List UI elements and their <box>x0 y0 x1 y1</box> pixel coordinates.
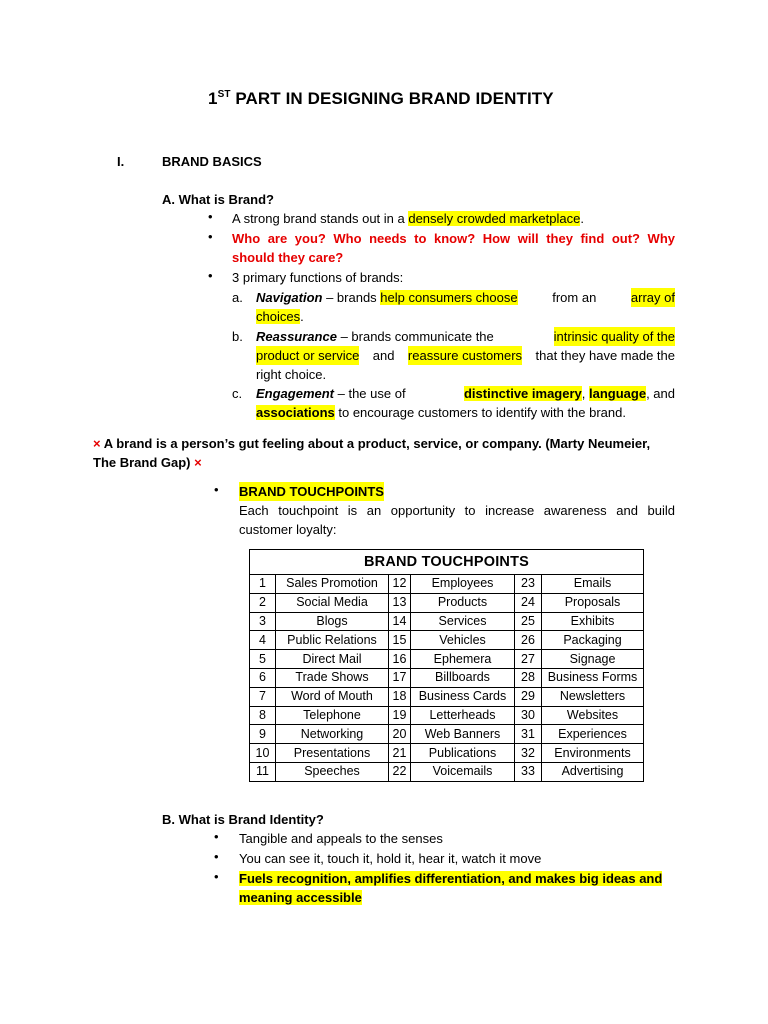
text: . <box>580 211 584 226</box>
text-line: Who are you? Who needs to know? How will they find out? Why <box>232 231 675 246</box>
text: . <box>300 309 304 324</box>
table-cell-touchpoint-name: Sales Promotion <box>276 575 389 594</box>
table-cell-row-number: 2 <box>250 593 276 612</box>
table-cell-row-number: 11 <box>250 762 276 781</box>
table-cell-touchpoint-name: Ephemera <box>411 650 515 669</box>
table-body <box>250 575 644 782</box>
page-title <box>208 89 554 109</box>
table-cell-touchpoint-name: Voicemails <box>411 762 515 781</box>
table-cell-touchpoint-name: Employees <box>411 575 515 594</box>
table-cell-touchpoint-name: Billboards <box>411 668 515 687</box>
table-cell-touchpoint-name: Presentations <box>276 744 389 763</box>
title-text: PART IN DESIGNING BRAND IDENTITY <box>230 89 554 108</box>
table-cell-touchpoint-name: Advertising <box>542 762 644 781</box>
table-cell-row-number: 8 <box>250 706 276 725</box>
highlight: Fuels recognition, amplifies differentiation, and makes big ideas and <box>239 871 663 886</box>
part-a-bullet-1 <box>232 209 584 228</box>
table-cell-row-number: 18 <box>389 687 411 706</box>
table-cell-row-number: 7 <box>250 687 276 706</box>
table-cell-touchpoint-name: Word of Mouth <box>276 687 389 706</box>
text-line: right choice. <box>256 367 327 382</box>
bullet-glyph: • <box>208 268 213 283</box>
table-cell-touchpoint-name: Letterheads <box>411 706 515 725</box>
table-cell-row-number: 1 <box>250 575 276 594</box>
table-cell-touchpoint-name: Speeches <box>276 762 389 781</box>
bullet-glyph: • <box>214 869 219 884</box>
list-letter-a: a. <box>232 290 243 305</box>
highlight: meaning accessible <box>239 890 362 905</box>
table-row <box>250 668 644 687</box>
table-cell-touchpoint-name: Networking <box>276 725 389 744</box>
table-row <box>250 762 644 781</box>
part-a-heading: A. What is Brand? <box>162 192 274 207</box>
table-cell-row-number: 10 <box>250 744 276 763</box>
text: , <box>581 386 589 401</box>
bullet-glyph: • <box>214 849 219 864</box>
table-cell-touchpoint-name: Direct Mail <box>276 650 389 669</box>
table-row <box>250 744 644 763</box>
touchpoints-heading: BRAND TOUCHPOINTS <box>239 484 384 499</box>
bullet-glyph: • <box>214 482 219 497</box>
text: to encourage customers to identify with the brand. <box>334 405 626 420</box>
table-cell-touchpoint-name: Publications <box>411 744 515 763</box>
highlight: densely crowded marketplace <box>408 211 581 226</box>
table-cell-row-number: 20 <box>389 725 411 744</box>
text-line: customer loyalty: <box>239 522 337 537</box>
table-cell-touchpoint-name: Websites <box>542 706 644 725</box>
text: A strong brand stands out in a <box>232 211 409 226</box>
table-cell-row-number: 27 <box>515 650 542 669</box>
table-cell-row-number: 12 <box>389 575 411 594</box>
text: – brands <box>322 290 381 305</box>
title-superscript: ST <box>217 89 231 100</box>
part-b-bullet-1: Tangible and appeals to the senses <box>239 831 443 846</box>
table-cell-row-number: 19 <box>389 706 411 725</box>
table-cell-touchpoint-name: Products <box>411 593 515 612</box>
text-line: Each touchpoint is an opportunity to increase awareness and build <box>239 503 675 518</box>
part-a-bullet-2 <box>232 229 675 267</box>
table-cell-row-number: 14 <box>389 612 411 631</box>
bullet-glyph: • <box>208 229 213 244</box>
title-number: 1 <box>208 89 218 108</box>
list-letter-b: b. <box>232 329 243 344</box>
table-cell-touchpoint-name: Proposals <box>542 593 644 612</box>
text-line: should they care? <box>232 250 344 265</box>
part-a-bullet-3: 3 primary functions of brands: <box>232 270 404 285</box>
highlight: distinctive imagery <box>463 386 582 401</box>
bullet-glyph: • <box>214 829 219 844</box>
table-cell-touchpoint-name: Experiences <box>542 725 644 744</box>
table-cell-touchpoint-name: Trade Shows <box>276 668 389 687</box>
table-cell-row-number: 9 <box>250 725 276 744</box>
table-cell-touchpoint-name: Newsletters <box>542 687 644 706</box>
table-cell-touchpoint-name: Public Relations <box>276 631 389 650</box>
highlight: product or service <box>256 348 360 363</box>
table-cell-row-number: 3 <box>250 612 276 631</box>
table-cell-row-number: 6 <box>250 668 276 687</box>
table-cell-row-number: 29 <box>515 687 542 706</box>
table-cell-row-number: 24 <box>515 593 542 612</box>
table-cell-row-number: 5 <box>250 650 276 669</box>
table-row <box>250 593 644 612</box>
table-row <box>250 575 644 594</box>
function-navigation <box>256 288 675 326</box>
table-cell-touchpoint-name: Social Media <box>276 593 389 612</box>
table-row <box>250 612 644 631</box>
text: and <box>369 348 399 363</box>
text: that they have made the <box>531 348 675 363</box>
table-cell-touchpoint-name: Signage <box>542 650 644 669</box>
part-b-heading: B. What is Brand Identity? <box>162 812 324 827</box>
touchpoints-description <box>239 501 675 539</box>
term: Reassurance <box>256 329 337 344</box>
term: Navigation <box>256 290 323 305</box>
table-cell-row-number: 21 <box>389 744 411 763</box>
table-title: BRAND TOUCHPOINTS <box>250 550 644 575</box>
table-cell-row-number: 30 <box>515 706 542 725</box>
highlight: intrinsic quality of the <box>553 329 675 344</box>
table-cell-touchpoint-name: Web Banners <box>411 725 515 744</box>
table-cell-row-number: 25 <box>515 612 542 631</box>
part-b-bullet-2: You can see it, touch it, hold it, hear it, watch it move <box>239 851 542 866</box>
quote-text: The Brand Gap) <box>93 455 195 470</box>
brand-quote <box>93 434 675 472</box>
table-cell-touchpoint-name: Business Cards <box>411 687 515 706</box>
x-mark-icon: × <box>194 455 202 470</box>
table-cell-touchpoint-name: Packaging <box>542 631 644 650</box>
highlight: choices <box>256 309 301 324</box>
table-cell-row-number: 23 <box>515 575 542 594</box>
highlight: language <box>589 386 647 401</box>
table-cell-row-number: 32 <box>515 744 542 763</box>
term: Engagement <box>256 386 335 401</box>
table-cell-row-number: 17 <box>389 668 411 687</box>
table-cell-row-number: 28 <box>515 668 542 687</box>
text: – the use of <box>334 386 410 401</box>
section-numeral: I. <box>117 154 125 169</box>
highlight: array of <box>630 290 675 305</box>
table-cell-touchpoint-name: Vehicles <box>411 631 515 650</box>
highlight: reassure customers <box>407 348 523 363</box>
table-cell-touchpoint-name: Business Forms <box>542 668 644 687</box>
table-cell-touchpoint-name: Telephone <box>276 706 389 725</box>
table-row <box>250 725 644 744</box>
table-row <box>250 687 644 706</box>
table-row <box>250 706 644 725</box>
table-cell-touchpoint-name: Exhibits <box>542 612 644 631</box>
bullet-glyph: • <box>208 209 213 224</box>
table-cell-touchpoint-name: Services <box>411 612 515 631</box>
touchpoints-table <box>249 549 644 782</box>
function-engagement <box>256 384 675 422</box>
table-cell-row-number: 13 <box>389 593 411 612</box>
table-cell-touchpoint-name: Environments <box>542 744 644 763</box>
table-cell-row-number: 16 <box>389 650 411 669</box>
table-cell-touchpoint-name: Blogs <box>276 612 389 631</box>
quote-text: A brand is a person’s gut feeling about a product, service, or company. (Marty Neumeier, <box>100 436 651 451</box>
text: , and <box>646 386 675 401</box>
table-cell-row-number: 31 <box>515 725 542 744</box>
table-cell-row-number: 15 <box>389 631 411 650</box>
table-cell-row-number: 22 <box>389 762 411 781</box>
function-reassurance <box>256 327 675 384</box>
table-cell-row-number: 33 <box>515 762 542 781</box>
highlight: associations <box>256 405 335 420</box>
section-heading: BRAND BASICS <box>162 154 262 169</box>
list-letter-c: c. <box>232 386 243 401</box>
table-cell-row-number: 26 <box>515 631 542 650</box>
highlight: help consumers choose <box>380 290 518 305</box>
part-b-bullet-3 <box>239 869 675 907</box>
table-row <box>250 631 644 650</box>
table-row <box>250 650 644 669</box>
text: from an <box>548 290 600 305</box>
x-mark-icon: × <box>93 436 101 451</box>
text: – brands communicate the <box>336 329 498 344</box>
table-cell-row-number: 4 <box>250 631 276 650</box>
table-cell-touchpoint-name: Emails <box>542 575 644 594</box>
